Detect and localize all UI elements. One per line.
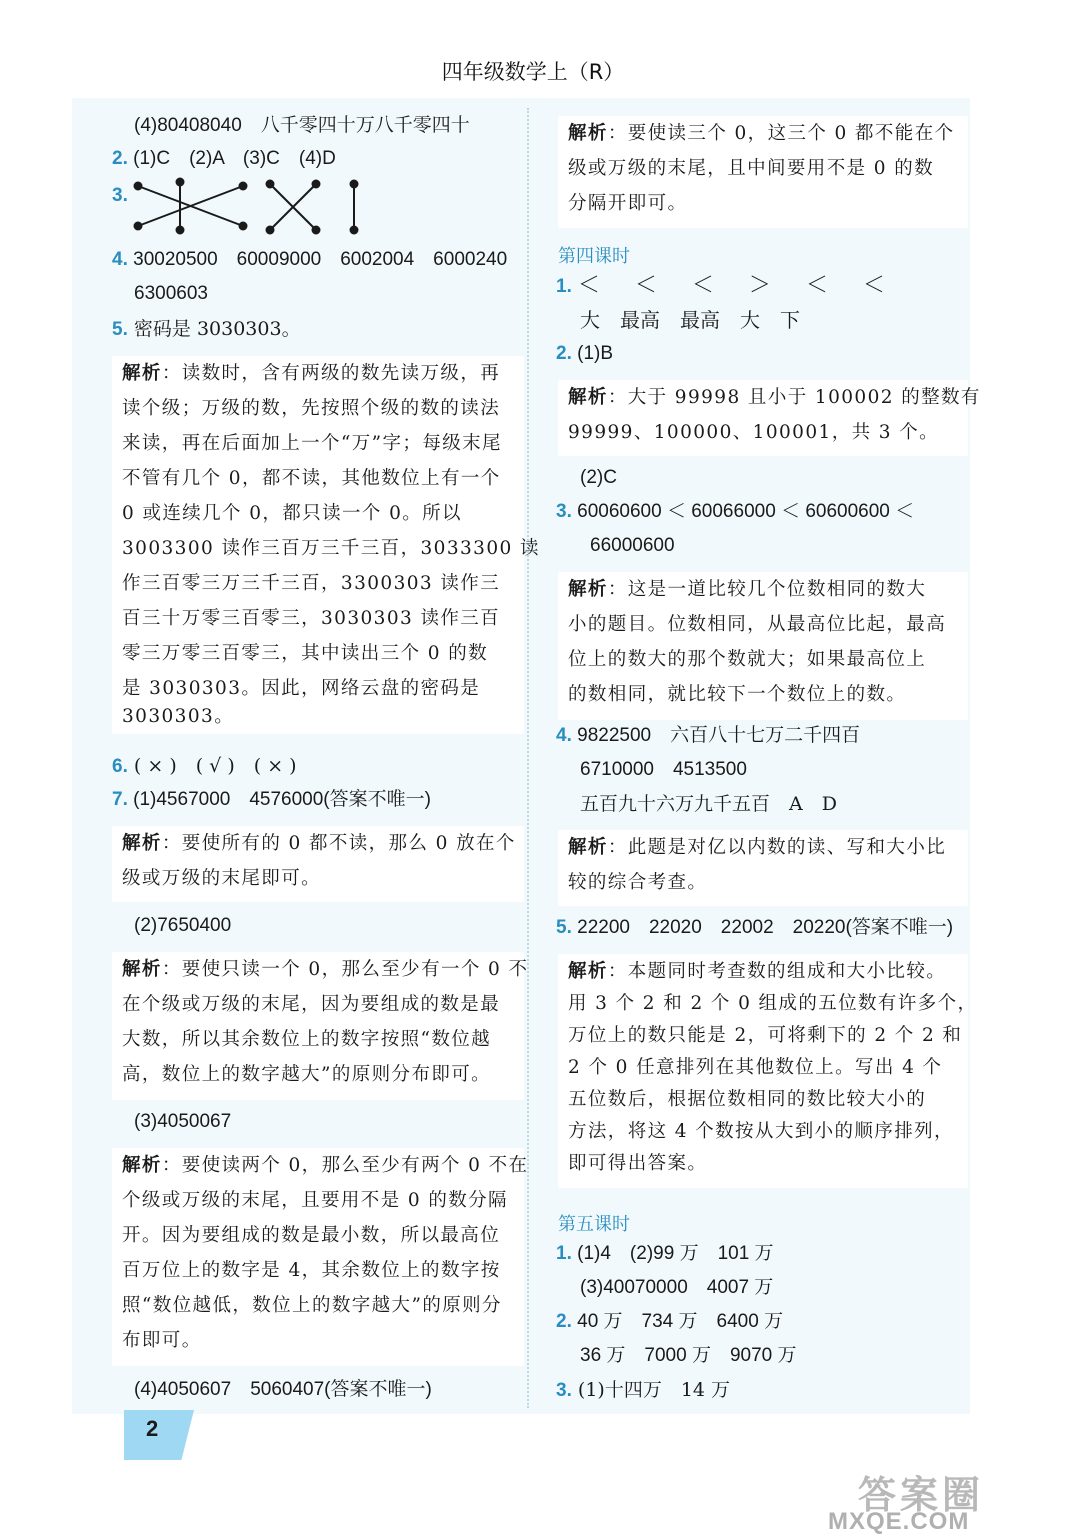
question-1-line2: 大 最高 最高 大 下 bbox=[580, 308, 800, 332]
lesson5-question-1 bbox=[556, 1242, 774, 1266]
analysis-box-q4 bbox=[558, 830, 968, 906]
answer-text: (1)十四万 14 万 bbox=[577, 1379, 731, 1401]
question-2 bbox=[556, 342, 613, 366]
analysis-line: 解析：要使读三个 0，这三个 0 都不能在个 bbox=[568, 123, 955, 144]
answer-text: 密码是 3030303。 bbox=[133, 318, 301, 340]
question-number: 7. bbox=[112, 789, 128, 810]
question-7 bbox=[112, 788, 431, 812]
analysis-label: 解析 bbox=[568, 961, 608, 982]
analysis-line: 级或万级的末尾即可。 bbox=[122, 868, 322, 889]
analysis-label: 解析 bbox=[122, 363, 162, 384]
analysis-line: 的数相同，就比较下一个数位上的数。 bbox=[568, 684, 907, 705]
analysis-line: 3030303。 bbox=[122, 706, 235, 727]
page-number-tab bbox=[124, 1410, 194, 1460]
watermark-logo bbox=[828, 1464, 1058, 1534]
question-4-line2: 6710000 4513500 bbox=[580, 759, 747, 780]
analysis-line: 百三十万零三百零三，3030303 读作三百 bbox=[122, 608, 501, 629]
analysis-line: 小的题目。位数相同，从最高位比起，最高 bbox=[568, 614, 947, 635]
analysis-label: 解析 bbox=[122, 833, 162, 854]
analysis-line: 解析：读数时，含有两级的数先读万级，再 bbox=[122, 363, 501, 384]
answer-text: (1)4 (2)99 万 101 万 bbox=[577, 1243, 774, 1264]
analysis-line: 来读，再在后面加上一个“万”字；每级末尾 bbox=[122, 433, 502, 454]
answer-text: 22200 22020 22002 20220(答案不唯一) bbox=[577, 917, 954, 938]
analysis-box-q5 bbox=[558, 954, 978, 1188]
question-number: 5. bbox=[556, 917, 572, 938]
question-number: 3. bbox=[556, 501, 572, 522]
answer-text: ＜ ＜ ＜ ＞ ＜ ＜ bbox=[577, 273, 899, 298]
lesson5-question-2 bbox=[556, 1310, 783, 1334]
answer-text: (1)4567000 4576000(答案不唯一) bbox=[133, 789, 431, 810]
analysis-line: 大数，所以其余数位上的数字按照“数位越 bbox=[122, 1029, 492, 1050]
question-number: 2. bbox=[556, 1311, 572, 1332]
analysis-label: 解析 bbox=[122, 1155, 162, 1176]
question-2-part2: (2)C bbox=[580, 467, 617, 488]
analysis-box-q7-4 bbox=[558, 116, 968, 228]
page-number: 2 bbox=[146, 1416, 159, 1441]
analysis-label: 解析 bbox=[568, 123, 608, 144]
question-number: 4. bbox=[556, 725, 572, 746]
page-title: 四年级数学上（R） bbox=[441, 60, 625, 84]
analysis-line: 0 或连续几个 0，都只读一个 0。所以 bbox=[122, 503, 462, 524]
analysis-box-q7-2 bbox=[112, 952, 529, 1100]
question-number: 2. bbox=[112, 148, 128, 169]
watermark-bottom: MXQE.COM bbox=[828, 1508, 970, 1535]
question-number: 1. bbox=[556, 1243, 572, 1264]
analysis-box-q3 bbox=[558, 572, 968, 720]
question-number: 6. bbox=[112, 756, 128, 777]
analysis-line: 解析：要使只读一个 0，那么至少有一个 0 不 bbox=[122, 959, 529, 980]
analysis-line: 在个级或万级的末尾，因为要组成的数是最 bbox=[122, 994, 501, 1015]
analysis-line: 即可得出答案。 bbox=[568, 1153, 708, 1174]
analysis-box-q7-3 bbox=[112, 1148, 529, 1366]
question-1 bbox=[556, 274, 899, 299]
analysis-line: 解析：要使所有的 0 都不读，那么 0 放在个 bbox=[122, 833, 516, 854]
column-divider bbox=[527, 108, 529, 1408]
question-4 bbox=[112, 248, 507, 272]
analysis-line: 较的综合考查。 bbox=[568, 872, 708, 893]
analysis-line: 解析：要使读两个 0，那么至少有两个 0 不在 bbox=[122, 1155, 529, 1176]
lesson-heading-4: 第四课时 bbox=[558, 246, 630, 267]
analysis-line: 万位上的数只能是 2，可将剩下的 2 个 2 和 bbox=[568, 1025, 963, 1046]
question-number: 3. bbox=[556, 1380, 572, 1401]
analysis-line: 照“数位越低，数位上的数字越大”的原则分 bbox=[122, 1295, 502, 1316]
analysis-line: 解析：本题同时考查数的组成和大小比较。 bbox=[568, 961, 947, 982]
question-number: 5. bbox=[112, 319, 128, 340]
question-4-line3: 五百九十六万九千五百 A D bbox=[580, 793, 837, 815]
analysis-line: 个级或万级的末尾，且要用不是 0 的数分隔 bbox=[122, 1190, 508, 1211]
analysis-line: 零三万零三百零三，其中读出三个 0 的数 bbox=[122, 643, 489, 664]
analysis-label: 解析 bbox=[568, 579, 608, 600]
analysis-line: 百万位上的数字是 4，其余数位上的数字按 bbox=[122, 1260, 501, 1281]
question-6 bbox=[112, 754, 297, 779]
analysis-line: 方法，将这 4 个数按从大到小的顺序排列， bbox=[568, 1121, 954, 1142]
analysis-line: 解析：此题是对亿以内数的读、写和大小比 bbox=[568, 837, 947, 858]
analysis-box-q5 bbox=[112, 356, 540, 734]
question-number: 3. bbox=[112, 185, 128, 206]
analysis-line: 五位数后，根据位数相同的数比较大小的 bbox=[568, 1089, 927, 1110]
analysis-line: 解析：这是一道比较几个位数相同的数大 bbox=[568, 579, 927, 600]
matching-lines-diagram bbox=[128, 168, 408, 240]
answer-text: 60060600 ＜ 60066000 ＜ 60600600 ＜ bbox=[577, 501, 915, 522]
analysis-line: 高，数位上的数字越大”的原则分布即可。 bbox=[122, 1064, 492, 1085]
analysis-line: 3003300 读作三百万三千三百，3033300 读 bbox=[122, 538, 540, 559]
analysis-box-q7-1 bbox=[112, 826, 524, 902]
answer-text: (1)B bbox=[577, 343, 614, 364]
analysis-line: 不管有几个 0，都不读，其他数位上有一个 bbox=[122, 468, 501, 489]
watermark-top: 答案圈 bbox=[858, 1473, 985, 1517]
analysis-line: 是 3030303。因此，网络云盘的密码是 bbox=[122, 678, 481, 699]
lesson-heading-5: 第五课时 bbox=[558, 1214, 630, 1235]
lesson5-question-3 bbox=[556, 1378, 730, 1403]
analysis-line: 布即可。 bbox=[122, 1330, 202, 1351]
question-3 bbox=[112, 184, 128, 208]
analysis-line: 99999、100000、100001，共 3 个。 bbox=[568, 422, 940, 443]
analysis-line: 级或万级的末尾，且中间要用不是 0 的数 bbox=[568, 158, 935, 179]
question-number: 2. bbox=[556, 343, 572, 364]
analysis-label: 解析 bbox=[122, 959, 162, 980]
analysis-line: 用 3 个 2 和 2 个 0 组成的五位数有许多个， bbox=[568, 993, 978, 1014]
question-4 bbox=[556, 724, 860, 748]
analysis-line: 读个级；万级的数，先按照个级的数的读法 bbox=[122, 398, 501, 419]
analysis-line: 2 个 0 任意排列在其他数位上。写出 4 个 bbox=[568, 1057, 943, 1078]
question-number: 1. bbox=[556, 276, 572, 297]
answer-text: ( × ) ( √ ) ( × ) bbox=[133, 755, 297, 777]
analysis-line: 解析：大于 99998 且小于 100002 的整数有 bbox=[568, 387, 981, 408]
question-7-part3: (3)4050067 bbox=[134, 1111, 232, 1132]
analysis-label: 解析 bbox=[568, 837, 608, 858]
analysis-line: 作三百零三万三千三百，3300303 读作三 bbox=[122, 573, 501, 594]
question-4-line2: 6300603 bbox=[134, 283, 208, 304]
question-number: 4. bbox=[112, 249, 128, 270]
question-3-line2: 66000600 bbox=[590, 535, 675, 556]
analysis-label: 解析 bbox=[568, 387, 608, 408]
analysis-line: 开。因为要组成的数是最小数，所以最高位 bbox=[122, 1225, 501, 1246]
lesson5-question-2-line2: 36 万 7000 万 9070 万 bbox=[580, 1345, 797, 1366]
answer-text: 40 万 734 万 6400 万 bbox=[577, 1311, 784, 1332]
question-7-part4: (4)4050607 5060407(答案不唯一) bbox=[134, 1379, 432, 1400]
answer-text: 9822500 六百八十七万二千四百 bbox=[577, 725, 861, 746]
answer-text: (1)C (2)A (3)C (4)D bbox=[133, 148, 336, 169]
question-3 bbox=[556, 500, 914, 524]
question-7-part2: (2)7650400 bbox=[134, 915, 232, 936]
analysis-line: 位上的数大的那个数就大；如果最高位上 bbox=[568, 649, 927, 670]
lesson5-question-1-line2: (3)40070000 4007 万 bbox=[580, 1277, 774, 1298]
analysis-box-q2 bbox=[558, 380, 981, 456]
analysis-line: 分隔开即可。 bbox=[568, 193, 688, 214]
question-5 bbox=[556, 916, 953, 940]
answer-text: 30020500 60009000 6002004 6000240 bbox=[133, 249, 508, 270]
question-5 bbox=[112, 317, 301, 342]
q1-part4-answer: (4)80408040 八千零四十万八千零四十 bbox=[134, 115, 470, 136]
